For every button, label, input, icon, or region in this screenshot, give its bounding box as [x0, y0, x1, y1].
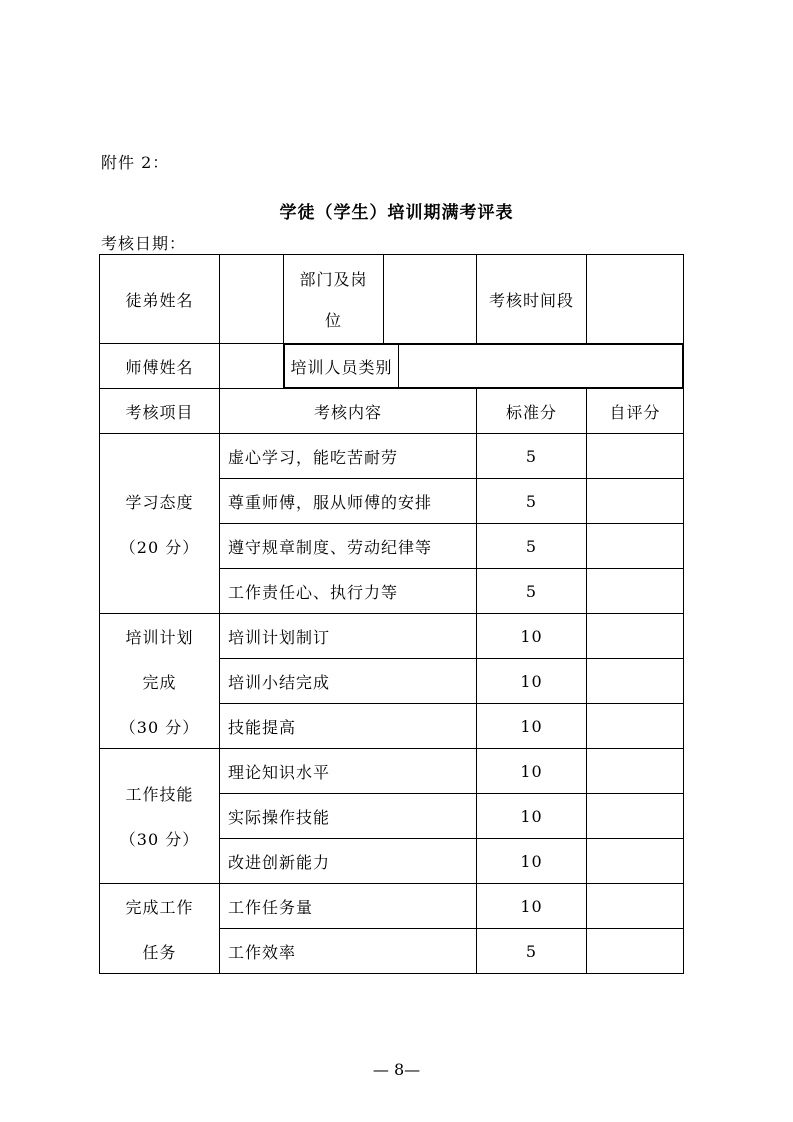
- item-standard-score: 10: [477, 659, 587, 704]
- group-name-line: 工作技能: [125, 785, 194, 804]
- dept-position-label-line1: 部门及岗: [299, 270, 368, 289]
- column-self-score: 自评分: [587, 389, 684, 434]
- item-content: 理论知识水平: [220, 749, 477, 794]
- item-content: 培训小结完成: [220, 659, 477, 704]
- trainee-type-field[interactable]: [399, 345, 683, 388]
- item-standard-score: 5: [477, 434, 587, 479]
- column-header-row: [100, 389, 684, 434]
- dept-position-label: [284, 255, 384, 344]
- self-score-field[interactable]: [587, 929, 684, 974]
- group-name-line: 培训计划: [125, 627, 194, 647]
- item-content: 工作效率: [220, 929, 477, 974]
- item-content: 工作任务量: [220, 884, 477, 929]
- self-score-field[interactable]: [587, 659, 684, 704]
- form-title: 学徒（学生）培训期满考评表: [279, 203, 514, 223]
- group-name-line: （30 分）: [119, 717, 200, 737]
- group-work-skills: [100, 749, 220, 884]
- item-standard-score: 5: [477, 929, 587, 974]
- group-task-completion: [100, 884, 220, 974]
- group-attitude: [100, 434, 220, 614]
- header-row-apprentice: [100, 255, 684, 344]
- table-row: [100, 749, 684, 794]
- period-label: 考核时间段: [477, 255, 587, 344]
- column-content: 考核内容: [220, 389, 477, 434]
- item-standard-score: 5: [477, 524, 587, 569]
- item-content: 实际操作技能: [220, 794, 477, 839]
- annex-label: 附件 2：: [101, 153, 170, 172]
- self-score-field[interactable]: [587, 839, 684, 884]
- group-name-line: 完成工作: [125, 897, 194, 917]
- item-content: 尊重师傅，服从师傅的安排: [220, 479, 477, 524]
- item-content: 工作责任心、执行力等: [220, 569, 477, 614]
- self-score-field[interactable]: [587, 704, 684, 749]
- column-item: 考核项目: [100, 389, 220, 434]
- self-score-field[interactable]: [587, 614, 684, 659]
- group-training-plan: [100, 614, 220, 749]
- table-row: [100, 884, 684, 929]
- group-name-line: 学习态度: [125, 492, 194, 512]
- item-content: 培训计划制订: [220, 614, 477, 659]
- item-standard-score: 5: [477, 569, 587, 614]
- column-standard: 标准分: [477, 389, 587, 434]
- self-score-field[interactable]: [587, 749, 684, 794]
- page-number: — 8—: [372, 1060, 421, 1079]
- self-score-field[interactable]: [587, 479, 684, 524]
- group-name-line: （20 分）: [119, 537, 200, 557]
- item-standard-score: 10: [477, 794, 587, 839]
- table-row: [100, 614, 684, 659]
- item-standard-score: 10: [477, 839, 587, 884]
- item-content: 技能提高: [220, 704, 477, 749]
- header-row-master: [100, 344, 684, 389]
- item-standard-score: 10: [477, 884, 587, 929]
- item-standard-score: 10: [477, 614, 587, 659]
- evaluation-table: [99, 254, 684, 974]
- item-standard-score: 10: [477, 704, 587, 749]
- trainee-type-label: 培训人员类别: [285, 345, 399, 388]
- period-field[interactable]: [587, 255, 684, 344]
- group-name-line: 任务: [142, 942, 177, 962]
- self-score-field[interactable]: [587, 434, 684, 479]
- apprentice-name-label: 徒弟姓名: [100, 255, 220, 344]
- master-name-label: 师傅姓名: [100, 344, 220, 389]
- table-row: [100, 434, 684, 479]
- date-label: 考核日期：: [101, 234, 187, 253]
- self-score-field[interactable]: [587, 794, 684, 839]
- self-score-field[interactable]: [587, 569, 684, 614]
- trainee-type-cell: [284, 344, 684, 389]
- item-content: 遵守规章制度、劳动纪律等: [220, 524, 477, 569]
- item-standard-score: 5: [477, 479, 587, 524]
- group-name-line: （30 分）: [119, 830, 200, 849]
- item-content: 改进创新能力: [220, 839, 477, 884]
- dept-position-field[interactable]: [384, 255, 477, 344]
- item-standard-score: 10: [477, 749, 587, 794]
- apprentice-name-field[interactable]: [220, 255, 284, 344]
- self-score-field[interactable]: [587, 884, 684, 929]
- item-content: 虚心学习，能吃苦耐劳: [220, 434, 477, 479]
- master-name-field[interactable]: [220, 344, 284, 389]
- group-name-line: 完成: [142, 672, 177, 692]
- dept-position-label-line2: 位: [324, 311, 342, 330]
- self-score-field[interactable]: [587, 524, 684, 569]
